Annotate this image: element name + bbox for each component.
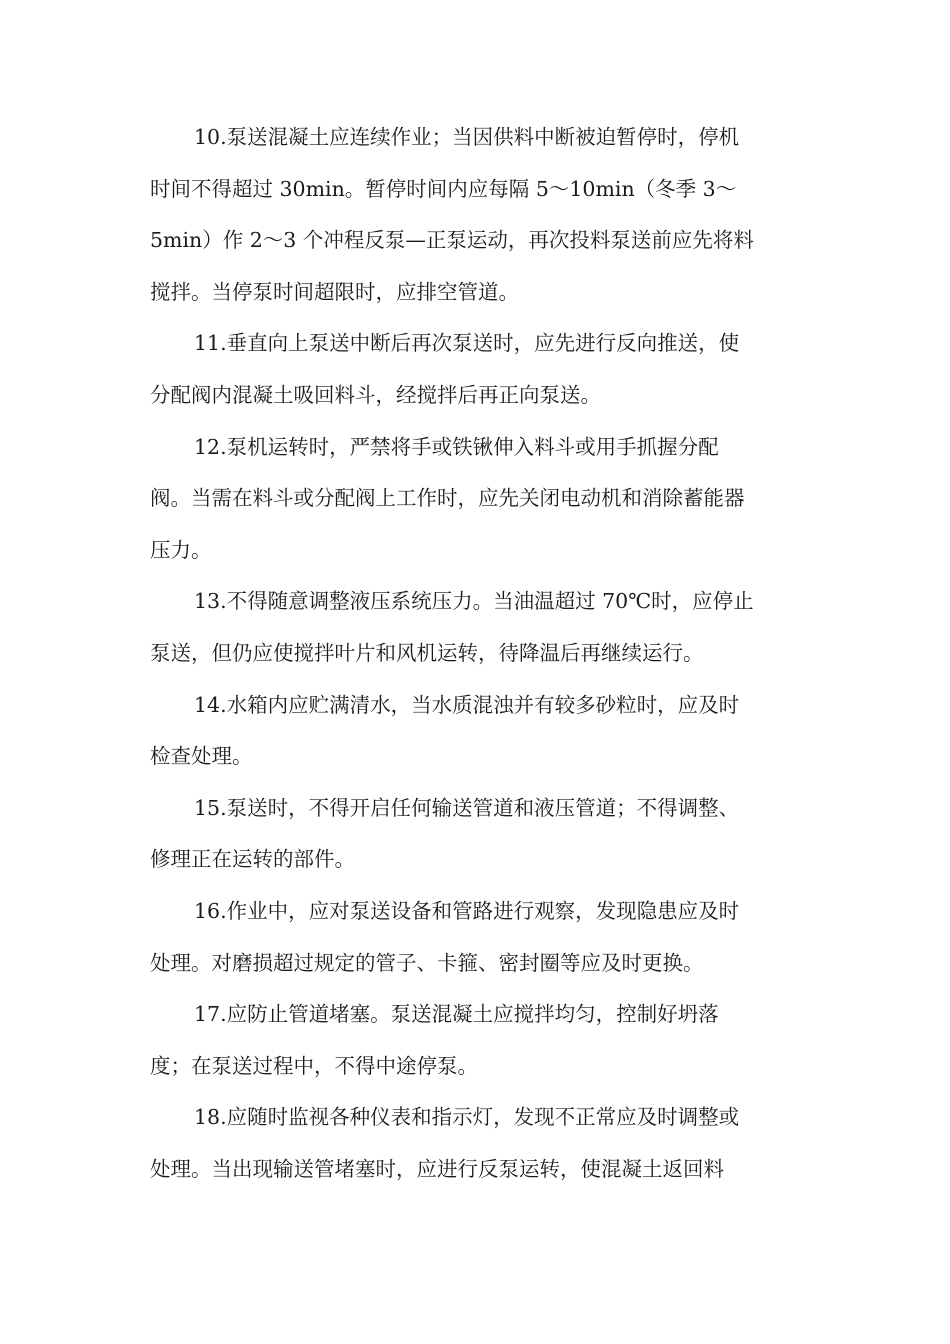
paragraph-18-line-1: 18.应随时监视各种仪表和指示灯，发现不正常应及时调整或: [194, 1105, 740, 1130]
paragraph-14-line-1: 14.水箱内应贮满清水，当水质混浊并有较多砂粒时，应及时: [194, 692, 740, 717]
paragraph-16-line-1: 16.作业中，应对泵送设备和管路进行观察，发现隐患应及时: [194, 898, 740, 923]
paragraph-10-line-1: 10.泵送混凝土应连续作业；当因供料中断被迫暂停时，停机: [194, 125, 740, 149]
paragraph-12-line-3: 压力。: [150, 537, 212, 562]
paragraph-15-line-1: 15.泵送时，不得开启任何输送管道和液压管道；不得调整、: [194, 795, 740, 820]
paragraph-10-line-2: 时间不得超过 30min。暂停时间内应每隔 5～10min（冬季 3～: [150, 176, 737, 201]
paragraph-11-line-1: 11.垂直向上泵送中断后再次泵送时，应先进行反向推送，使: [194, 331, 740, 356]
paragraph-10-line-4: 搅拌。当停泵时间超限时，应排空管道。: [150, 279, 519, 304]
paragraph-15-line-2: 修理正在运转的部件。: [150, 847, 355, 872]
paragraph-12-line-2: 阀。当需在料斗或分配阀上工作时，应先关闭电动机和消除蓄能器: [150, 486, 745, 511]
paragraph-16-line-2: 处理。对磨损超过规定的管子、卡箍、密封圈等应及时更换。: [150, 950, 704, 975]
paragraph-17-line-2: 度；在泵送过程中，不得中途停泵。: [150, 1053, 478, 1078]
paragraph-18-line-2: 处理。当出现输送管堵塞时，应进行反泵运转，使混凝土返回料: [150, 1156, 724, 1181]
paragraph-11-line-2: 分配阀内混凝土吸回料斗，经搅拌后再正向泵送。: [150, 382, 601, 407]
paragraph-13-line-2: 泵送，但仍应使搅拌叶片和风机运转，待降温后再继续运行。: [150, 640, 704, 665]
paragraph-17-line-1: 17.应防止管道堵塞。泵送混凝土应搅拌均匀，控制好坍落: [194, 1002, 719, 1027]
paragraph-12-line-1: 12.泵机运转时，严禁将手或铁锹伸入料斗或用手抓握分配: [194, 434, 719, 459]
paragraph-13-line-1: 13.不得随意调整液压系统压力。当油温超过 70℃时，应停止: [194, 589, 754, 614]
paragraph-10-line-3: 5min）作 2～3 个冲程反泵—正泵运动，再次投料泵送前应先将料: [150, 228, 754, 253]
paragraph-14-line-2: 检查处理。: [150, 744, 253, 769]
document-body: [150, 112, 805, 1195]
